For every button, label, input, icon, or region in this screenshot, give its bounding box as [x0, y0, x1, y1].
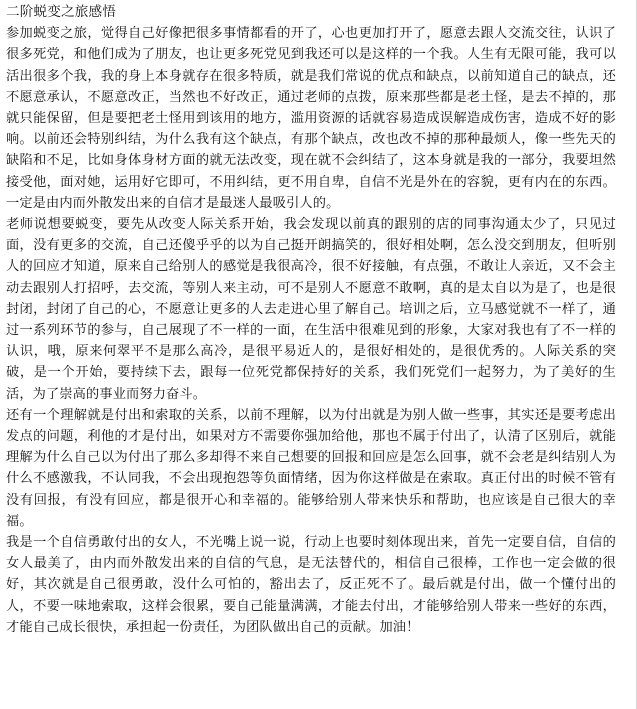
- document-title: 二阶蜕变之旅感悟: [6, 4, 116, 20]
- paragraph: 参加蜕变之旅，觉得自己好像把很多事情都看的开了，心也更加打开了，愿意去跟人交流交往，认识了很多死党，和他们成为了朋友，也让更多死党见到我还可以是这样的一个我。人生有无限可能，我可以活出很多个我，我的身上本身就存在很多特质，就是我们常说的优点和缺点，以前知道自己的缺点，还不愿意承认，不愿意改正，当然也不好改正，通过老师的点拨，原来那些都是老土怪，是去不掉的，那就只能保留，但是要把老土怪用到该用的地方，滥用资源的话就容易造成误解造成伤害，造成不好的影响。以前还会特别纠结，为什么我有这个缺点，有那个缺点，改也改不掉的那种最烦人，像一些先天的缺陷和不足，比如身体身材方面的就无法改变，现在就不会纠结了，这本身就是我的一部分，我要坦然接受他，面对她，运用好它即可，不用纠结，更不用自卑，自信不光是外在的容貌，更有内在的东西。一定是由内而外散发出来的自信才是最迷人最吸引人的。: [6, 26, 616, 211]
- paragraph: 还有一个理解就是付出和索取的关系，以前不理解，以为付出就是为别人做一些事，其实还是要考虑出发点的问题，利他的才是付出，如果对方不需要你强加给他，那也不属于付出了，认清了区别后，就能理解为什么自己以为付出了那么多却得不来自己想要的回报和回应是怎么回事，就不会老是纠结别人为什么不感激我，不认同我，不会出现抱怨等负面情绪，因为你这样做是在索取。真正付出的时候不管有没有回报，有没有回应，都是很开心和幸福的。能够给别人带来快乐和帮助，也应该是自己很大的幸福。: [6, 407, 616, 529]
- paragraph: 老师说想要蜕变，要先从改变人际关系开始，我会发现以前真的跟别的店的同事沟通太少了，只见过面，没有更多的交流，自己还傻乎乎的以为自己挺开朗搞笑的，很好相处啊，怎么没交到朋友，但听别人的回应才知道，原来自己给别人的感觉是我很高冷，很不好接触，有点强，不敢让人亲近，又不会主动去跟别人打招呼，去交流，等别人来主动，可不是别人不愿意不敢啊，真的是太自以为是了，也是很封闭，封闭了自己的心，不愿意让更多的人去走进心里了解自己。培训之后，立马感觉就不一样了，通过一系列环节的参与，自己展现了不一样的一面，在生活中很难见到的形象，大家对我也有了不一样的认识，哦，原来何翠平不是那么高冷，是很平易近人的，是很好相处的，是很优秀的。人际关系的突破，是一个开始，要持续下去，跟每一位死党都保持好的关系，我们死党们一起努力，为了美好的生活，为了崇高的事业而努力奋斗。: [6, 217, 616, 402]
- paragraph: 我是一个自信勇敢付出的女人，不光嘴上说一说，行动上也要时刻体现出来，首先一定要自信，自信的女人最美了，由内而外散发出来的自信的气息，是无法替代的，相信自己很棒，工作也一定会做的很好，其次就是自己很勇敢，没什么可怕的，豁出去了，反正死不了。最后就是付出，做一个懂付出的人，不要一味地索取，这样会很累，要自己能量满满，才能去付出，才能够给别人带来一些好的东西，才能自己成长很快，承担起一份责任，为团队做出自己的贡献。加油！: [6, 535, 616, 635]
